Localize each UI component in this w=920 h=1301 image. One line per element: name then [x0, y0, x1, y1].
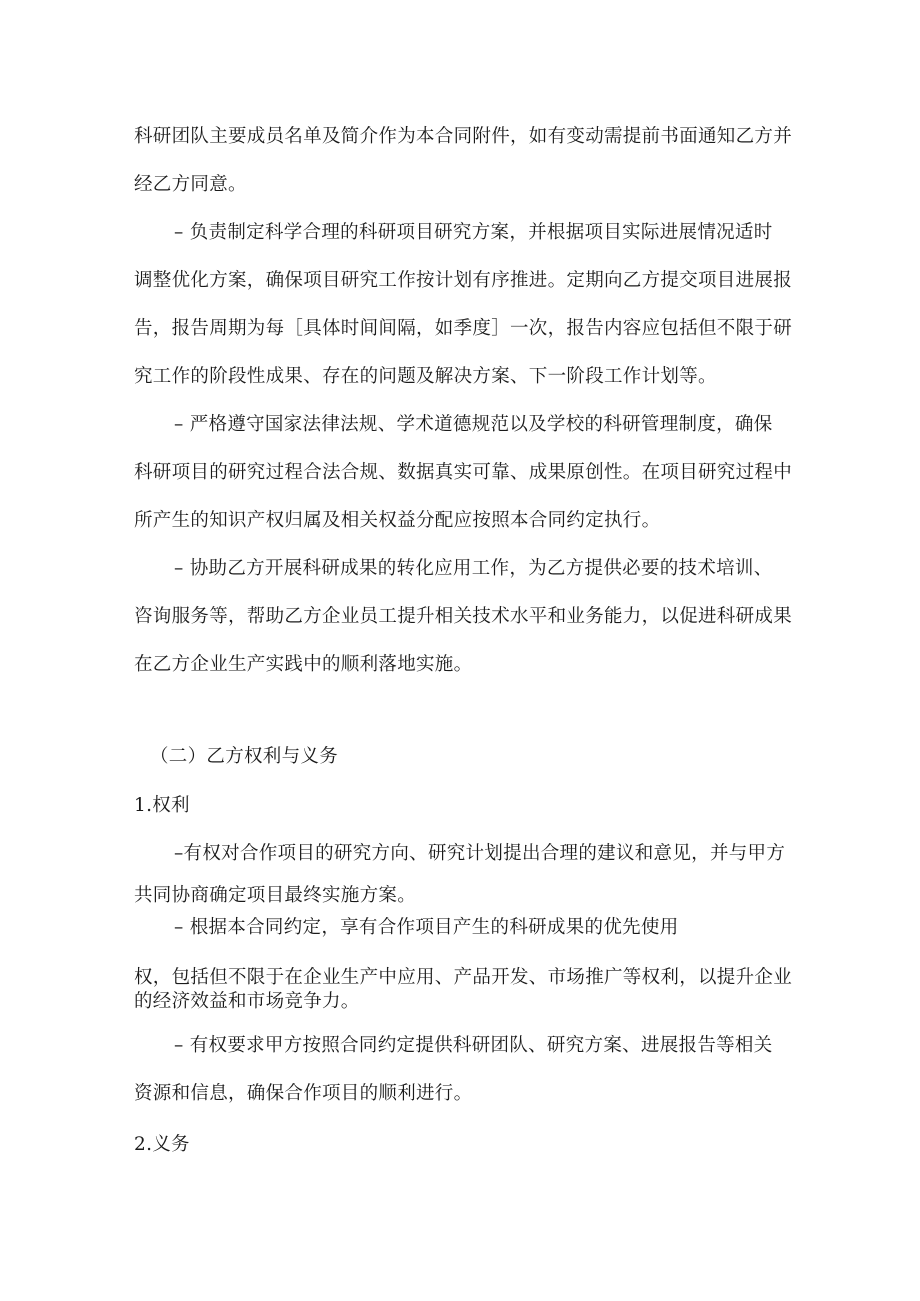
rights-item-line: 共同协商确定项目最终实施方案。 — [134, 885, 417, 906]
rights-heading: 1.权利 — [134, 795, 190, 816]
paragraph-team-members-line: 经乙方同意。 — [134, 174, 247, 195]
rights-item-line: 权，包括但不限于在企业生产中应用、产品开发、市场推广等权利，以提升企业 — [134, 967, 793, 988]
paragraph-compliance-line: 所产生的知识产权归属及相关权益分配应按照本合同约定执行。 — [134, 510, 661, 531]
paragraph-research-plan-line: – 负责制定科学合理的科研项目研究方案，并根据项目实际进展情况适时 — [174, 222, 773, 243]
paragraph-research-plan-line: 调整优化方案，确保项目研究工作按计划有序推进。定期向乙方提交项目进展报 — [134, 270, 793, 291]
section-heading-party-b: （二）乙方权利与义务 — [150, 746, 339, 767]
obligations-heading: 2.义务 — [134, 1134, 190, 1155]
rights-item-line: – 根据本合同约定，享有合作项目产生的科研成果的优先使用 — [174, 917, 679, 938]
paragraph-research-plan-line: 究工作的阶段性成果、存在的问题及解决方案、下一阶段工作计划等。 — [134, 366, 717, 387]
rights-item-line: 资源和信息，确保合作项目的顺利进行。 — [134, 1083, 473, 1104]
paragraph-transfer-line: – 协助乙方开展科研成果的转化应用工作，为乙方提供必要的技术培训、 — [174, 558, 773, 579]
paragraph-team-members-line: 科研团队主要成员名单及简介作为本合同附件，如有变动需提前书面通知乙方并 — [134, 126, 793, 147]
paragraph-research-plan-line: 告，报告周期为每［具体时间间隔，如季度］一次，报告内容应包括但不限于研 — [134, 318, 793, 339]
paragraph-transfer-line: 在乙方企业生产实践中的顺利落地实施。 — [134, 654, 473, 675]
rights-item-line: – 有权要求甲方按照合同约定提供科研团队、研究方案、进展报告等相关 — [174, 1035, 773, 1056]
rights-item-line: 的经济效益和市场竞争力。 — [134, 991, 360, 1012]
paragraph-compliance-line: – 严格遵守国家法律法规、学术道德规范以及学校的科研管理制度，确保 — [174, 414, 773, 435]
rights-item-line: –有权对合作项目的研究方向、研究计划提出合理的建议和意见，并与甲方 — [174, 843, 786, 864]
paragraph-compliance-line: 科研项目的研究过程合法合规、数据真实可靠、成果原创性。在项目研究过程中 — [134, 462, 793, 483]
paragraph-transfer-line: 咨询服务等，帮助乙方企业员工提升相关技术水平和业务能力，以促进科研成果 — [134, 606, 793, 627]
